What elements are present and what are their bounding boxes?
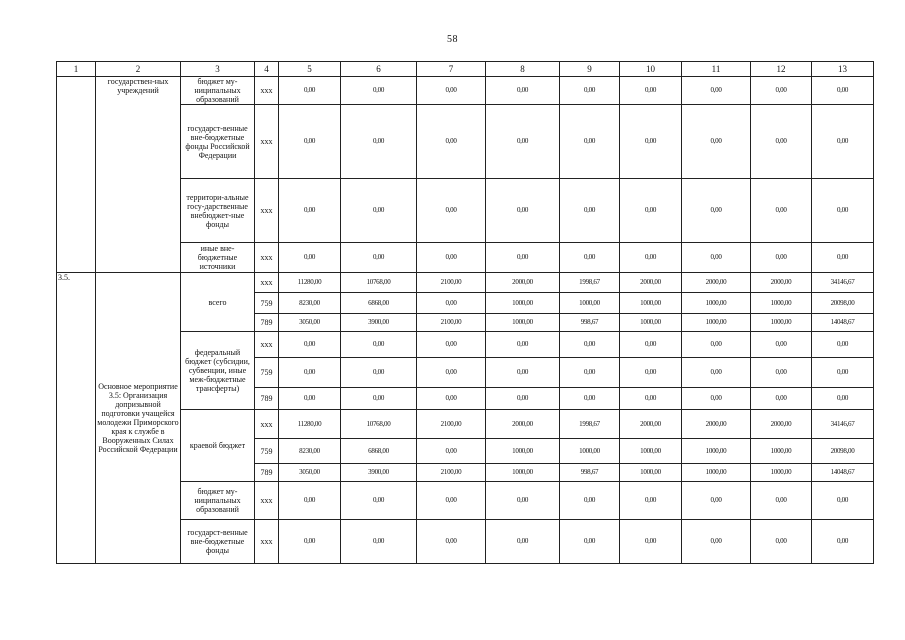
value-cell: 0,00 bbox=[812, 358, 874, 388]
column-header: 4 bbox=[255, 62, 279, 77]
column-header: 7 bbox=[417, 62, 486, 77]
value-cell: 0,00 bbox=[620, 77, 682, 105]
value-cell: 0,00 bbox=[620, 482, 682, 520]
value-cell: 2100,00 bbox=[417, 314, 486, 332]
value-cell: 0,00 bbox=[812, 520, 874, 564]
value-cell: 3900,00 bbox=[341, 464, 417, 482]
value-cell: 0,00 bbox=[620, 520, 682, 564]
value-cell: 0,00 bbox=[560, 388, 620, 410]
value-cell: 0,00 bbox=[812, 388, 874, 410]
event-name: Основное мероприятие 3.5: Организация допризывной подготовки учащейся молодежи Приморского края к службе в Вооруженных Силах Российской Федерации bbox=[96, 273, 181, 564]
column-header: 13 bbox=[812, 62, 874, 77]
value-cell: 2100,00 bbox=[417, 273, 486, 293]
value-cell: 1000,00 bbox=[751, 314, 812, 332]
value-cell: 0,00 bbox=[279, 358, 341, 388]
header-row bbox=[57, 62, 874, 77]
value-cell: 0,00 bbox=[812, 332, 874, 358]
code-cell: ххх bbox=[255, 410, 279, 439]
value-cell: 2000,00 bbox=[682, 273, 751, 293]
value-cell: 34146,67 bbox=[812, 410, 874, 439]
value-cell: 0,00 bbox=[279, 105, 341, 179]
column-header: 1 bbox=[57, 62, 96, 77]
code-cell: 759 bbox=[255, 293, 279, 314]
funding-source: иные вне-бюджетные источники bbox=[181, 243, 255, 273]
value-cell: 0,00 bbox=[751, 332, 812, 358]
code-cell: 789 bbox=[255, 388, 279, 410]
value-cell: 1998,67 bbox=[560, 273, 620, 293]
value-cell: 0,00 bbox=[486, 77, 560, 105]
value-cell: 10768,00 bbox=[341, 273, 417, 293]
value-cell: 0,00 bbox=[812, 179, 874, 243]
value-cell: 0,00 bbox=[341, 358, 417, 388]
value-cell: 2000,00 bbox=[486, 273, 560, 293]
value-cell: 0,00 bbox=[751, 243, 812, 273]
value-cell: 1000,00 bbox=[620, 439, 682, 464]
value-cell: 0,00 bbox=[812, 105, 874, 179]
value-cell: 1000,00 bbox=[751, 464, 812, 482]
value-cell: 0,00 bbox=[620, 358, 682, 388]
value-cell: 0,00 bbox=[682, 520, 751, 564]
page-number: 58 bbox=[447, 34, 458, 45]
value-cell: 2100,00 bbox=[417, 464, 486, 482]
budget-table bbox=[56, 61, 874, 564]
value-cell: 0,00 bbox=[560, 77, 620, 105]
value-cell: 0,00 bbox=[560, 482, 620, 520]
value-cell: 0,00 bbox=[751, 105, 812, 179]
value-cell: 1000,00 bbox=[486, 464, 560, 482]
value-cell: 0,00 bbox=[341, 77, 417, 105]
value-cell: 0,00 bbox=[560, 520, 620, 564]
table-body bbox=[57, 62, 874, 564]
value-cell: 0,00 bbox=[486, 388, 560, 410]
value-cell: 1000,00 bbox=[620, 293, 682, 314]
column-header: 8 bbox=[486, 62, 560, 77]
value-cell: 0,00 bbox=[486, 358, 560, 388]
value-cell: 1000,00 bbox=[560, 293, 620, 314]
table-row bbox=[57, 273, 874, 293]
event-name: государствен-ных учреждений bbox=[96, 77, 181, 273]
column-header: 12 bbox=[751, 62, 812, 77]
value-cell: 0,00 bbox=[417, 358, 486, 388]
value-cell: 6868,00 bbox=[341, 439, 417, 464]
column-header: 6 bbox=[341, 62, 417, 77]
value-cell: 0,00 bbox=[812, 243, 874, 273]
value-cell: 2100,00 bbox=[417, 410, 486, 439]
value-cell: 0,00 bbox=[620, 243, 682, 273]
funding-source: федеральный бюджет (субсидии, субвенции, иные меж-бюджетные трансферты) bbox=[181, 332, 255, 410]
value-cell: 0,00 bbox=[417, 293, 486, 314]
code-cell: ххх bbox=[255, 332, 279, 358]
value-cell: 0,00 bbox=[682, 243, 751, 273]
value-cell: 0,00 bbox=[417, 482, 486, 520]
column-header: 2 bbox=[96, 62, 181, 77]
value-cell: 20098,00 bbox=[812, 439, 874, 464]
column-header: 3 bbox=[181, 62, 255, 77]
funding-source: территори-альные госу-дарственные внебюджет-ные фонды bbox=[181, 179, 255, 243]
value-cell: 0,00 bbox=[486, 243, 560, 273]
value-cell: 1000,00 bbox=[620, 464, 682, 482]
funding-source: краевой бюджет bbox=[181, 410, 255, 482]
code-cell: 789 bbox=[255, 464, 279, 482]
value-cell: 0,00 bbox=[682, 105, 751, 179]
value-cell: 0,00 bbox=[751, 520, 812, 564]
value-cell: 0,00 bbox=[751, 77, 812, 105]
value-cell: 10768,00 bbox=[341, 410, 417, 439]
value-cell: 0,00 bbox=[620, 332, 682, 358]
value-cell: 1000,00 bbox=[486, 439, 560, 464]
value-cell: 1000,00 bbox=[682, 464, 751, 482]
value-cell: 8230,00 bbox=[279, 293, 341, 314]
value-cell: 0,00 bbox=[341, 388, 417, 410]
value-cell: 0,00 bbox=[486, 179, 560, 243]
value-cell: 11280,00 bbox=[279, 273, 341, 293]
value-cell: 0,00 bbox=[751, 388, 812, 410]
value-cell: 0,00 bbox=[417, 105, 486, 179]
code-cell: ххх bbox=[255, 179, 279, 243]
code-cell: ххх bbox=[255, 105, 279, 179]
value-cell: 0,00 bbox=[751, 358, 812, 388]
value-cell: 0,00 bbox=[812, 482, 874, 520]
value-cell: 0,00 bbox=[341, 482, 417, 520]
value-cell: 2000,00 bbox=[751, 410, 812, 439]
value-cell: 0,00 bbox=[682, 482, 751, 520]
value-cell: 0,00 bbox=[560, 243, 620, 273]
value-cell: 1000,00 bbox=[682, 439, 751, 464]
funding-source: государст-венные вне-бюджетные фонды Российской Федерации bbox=[181, 105, 255, 179]
value-cell: 0,00 bbox=[682, 388, 751, 410]
value-cell: 0,00 bbox=[486, 482, 560, 520]
value-cell: 0,00 bbox=[417, 439, 486, 464]
value-cell: 0,00 bbox=[620, 105, 682, 179]
value-cell: 6868,00 bbox=[341, 293, 417, 314]
value-cell: 3900,00 bbox=[341, 314, 417, 332]
funding-source: бюджет му-ниципальных образований bbox=[181, 482, 255, 520]
value-cell: 0,00 bbox=[279, 482, 341, 520]
value-cell: 0,00 bbox=[417, 243, 486, 273]
code-cell: ххх bbox=[255, 77, 279, 105]
value-cell: 2000,00 bbox=[620, 273, 682, 293]
value-cell: 0,00 bbox=[417, 179, 486, 243]
value-cell: 0,00 bbox=[279, 332, 341, 358]
value-cell: 1000,00 bbox=[751, 293, 812, 314]
value-cell: 1000,00 bbox=[620, 314, 682, 332]
value-cell: 0,00 bbox=[560, 358, 620, 388]
value-cell: 0,00 bbox=[682, 332, 751, 358]
code-cell: 759 bbox=[255, 358, 279, 388]
value-cell: 1998,67 bbox=[560, 410, 620, 439]
value-cell: 14048,67 bbox=[812, 464, 874, 482]
value-cell: 1000,00 bbox=[682, 293, 751, 314]
value-cell: 14048,67 bbox=[812, 314, 874, 332]
value-cell: 1000,00 bbox=[560, 439, 620, 464]
value-cell: 0,00 bbox=[560, 179, 620, 243]
value-cell: 2000,00 bbox=[682, 410, 751, 439]
value-cell: 1000,00 bbox=[486, 293, 560, 314]
row-number: 3.5. bbox=[57, 273, 96, 564]
value-cell: 0,00 bbox=[417, 332, 486, 358]
value-cell: 998,67 bbox=[560, 314, 620, 332]
value-cell: 0,00 bbox=[341, 179, 417, 243]
value-cell: 1000,00 bbox=[751, 439, 812, 464]
value-cell: 11280,00 bbox=[279, 410, 341, 439]
row-number bbox=[57, 77, 96, 273]
value-cell: 0,00 bbox=[620, 388, 682, 410]
column-header: 9 bbox=[560, 62, 620, 77]
value-cell: 0,00 bbox=[486, 520, 560, 564]
value-cell: 0,00 bbox=[341, 105, 417, 179]
value-cell: 0,00 bbox=[682, 77, 751, 105]
code-cell: ххх bbox=[255, 243, 279, 273]
value-cell: 0,00 bbox=[341, 520, 417, 564]
value-cell: 0,00 bbox=[341, 243, 417, 273]
value-cell: 0,00 bbox=[341, 332, 417, 358]
value-cell: 0,00 bbox=[682, 179, 751, 243]
value-cell: 20098,00 bbox=[812, 293, 874, 314]
value-cell: 3050,00 bbox=[279, 464, 341, 482]
value-cell: 1000,00 bbox=[486, 314, 560, 332]
column-header: 10 bbox=[620, 62, 682, 77]
column-header: 5 bbox=[279, 62, 341, 77]
value-cell: 0,00 bbox=[279, 520, 341, 564]
funding-source: бюджет му-ниципальных образований bbox=[181, 77, 255, 105]
value-cell: 3050,00 bbox=[279, 314, 341, 332]
value-cell: 34146,67 bbox=[812, 273, 874, 293]
value-cell: 2000,00 bbox=[486, 410, 560, 439]
value-cell: 0,00 bbox=[417, 520, 486, 564]
value-cell: 0,00 bbox=[417, 388, 486, 410]
value-cell: 0,00 bbox=[486, 105, 560, 179]
value-cell: 0,00 bbox=[486, 332, 560, 358]
value-cell: 0,00 bbox=[560, 332, 620, 358]
value-cell: 0,00 bbox=[417, 77, 486, 105]
value-cell: 2000,00 bbox=[751, 273, 812, 293]
value-cell: 0,00 bbox=[279, 243, 341, 273]
code-cell: ххх bbox=[255, 520, 279, 564]
code-cell: 789 bbox=[255, 314, 279, 332]
value-cell: 0,00 bbox=[279, 388, 341, 410]
column-header: 11 bbox=[682, 62, 751, 77]
table-row bbox=[57, 77, 874, 105]
value-cell: 0,00 bbox=[682, 358, 751, 388]
value-cell: 0,00 bbox=[620, 179, 682, 243]
value-cell: 998,67 bbox=[560, 464, 620, 482]
value-cell: 0,00 bbox=[751, 482, 812, 520]
value-cell: 1000,00 bbox=[682, 314, 751, 332]
value-cell: 8230,00 bbox=[279, 439, 341, 464]
funding-source: государст-венные вне-бюджетные фонды bbox=[181, 520, 255, 564]
funding-source: всего bbox=[181, 273, 255, 332]
code-cell: 759 bbox=[255, 439, 279, 464]
value-cell: 0,00 bbox=[279, 77, 341, 105]
value-cell: 0,00 bbox=[751, 179, 812, 243]
code-cell: ххх bbox=[255, 273, 279, 293]
value-cell: 0,00 bbox=[560, 105, 620, 179]
value-cell: 0,00 bbox=[279, 179, 341, 243]
value-cell: 2000,00 bbox=[620, 410, 682, 439]
value-cell: 0,00 bbox=[812, 77, 874, 105]
code-cell: ххх bbox=[255, 482, 279, 520]
